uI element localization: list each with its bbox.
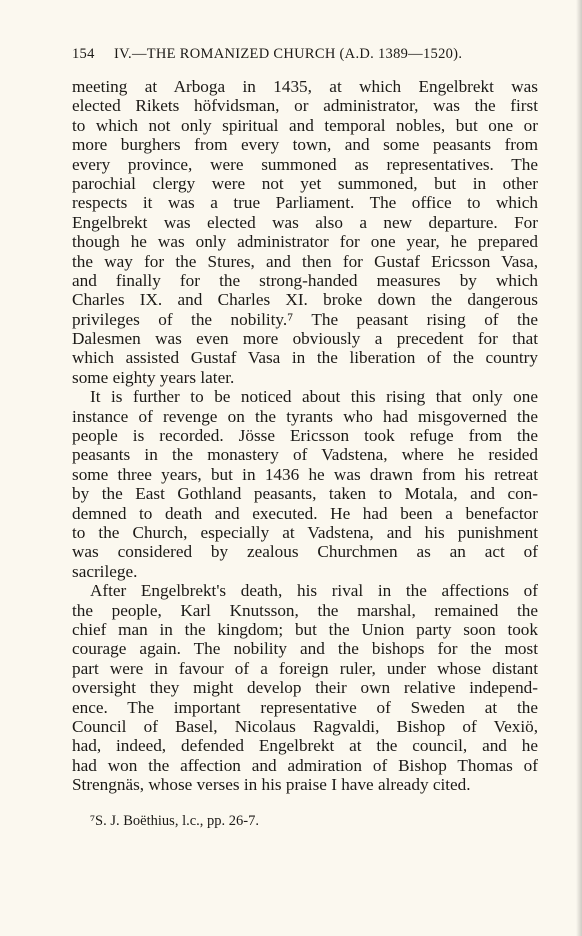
- text-line: more burghers from every town, and some peasants from: [72, 135, 538, 155]
- text-line: to which not only spiritual and temporal nobles, but one or: [72, 115, 538, 135]
- footnote: ⁷S. J. Boëthius, l.c., pp. 26-7.: [90, 813, 259, 829]
- text-line: meeting at Arboga in 1435, at which Engelbrekt was: [72, 77, 538, 96]
- text-line: the way for the Stures, and then for Gustaf Ericsson Vasa,: [72, 251, 538, 271]
- text-line: people is recorded. Jösse Ericsson took refuge from the: [72, 426, 538, 446]
- text-line: Strengnäs, whose verses in his praise I have already cited.: [72, 775, 471, 795]
- text-line: courage again. The nobility and the bishops for the most: [72, 639, 538, 659]
- text-line: had won the affection and admiration of Bishop Thomas of: [72, 755, 538, 775]
- text-line: and finally for the strong-handed measures by which: [72, 270, 538, 290]
- text-line: though he was only administrator for one year, he prepared: [72, 232, 538, 252]
- text-line: Engelbrekt was elected was also a new departure. For: [72, 212, 538, 232]
- text-line: the people, Karl Knutsson, the marshal, remained the: [72, 600, 538, 620]
- text-line: to the Church, especially at Vadstena, and his punishment: [72, 522, 538, 542]
- text-line: ence. The important representative of Sweden at the: [72, 697, 538, 717]
- text-line: which assisted Gustaf Vasa in the liberation of the country: [72, 348, 538, 368]
- text-line: demned to death and executed. He had been a benefactor: [72, 503, 538, 523]
- text-line: part were in favour of a foreign ruler, under whose distant: [72, 658, 538, 678]
- text-line: After Engelbrekt's death, his rival in the affections of: [90, 581, 538, 601]
- text-line: privileges of the nobility.⁷ The peasant rising of the: [72, 309, 538, 329]
- page-edge-shadow: [576, 0, 582, 936]
- running-header: [72, 46, 542, 63]
- running-title: IV.—THE ROMANIZED CHURCH (A.D. 1389—1520).: [114, 46, 463, 62]
- text-line: Council of Basel, Nicolaus Ragvaldi, Bishop of Vexiö,: [72, 716, 538, 736]
- text-line: chief man in the kingdom; but the Union party soon took: [72, 619, 538, 639]
- text-line: It is further to be noticed about this rising that only one: [90, 387, 538, 407]
- text-line: by the East Gothland peasants, taken to Motala, and con-: [72, 484, 538, 504]
- text-line: sacrilege.: [72, 561, 138, 581]
- body-text: [72, 77, 538, 794]
- text-line: had, indeed, defended Engelbrekt at the council, and he: [72, 736, 538, 756]
- text-line: Dalesmen was even more obviously a precedent for that: [72, 329, 538, 349]
- text-line: Charles IX. and Charles XI. broke down the dangerous: [72, 290, 538, 310]
- text-line: some three years, but in 1436 he was drawn from his retreat: [72, 464, 538, 484]
- text-line: instance of revenge on the tyrants who had misgoverned the: [72, 406, 538, 426]
- text-line: some eighty years later.: [72, 367, 235, 387]
- text-line: was considered by zealous Churchmen as an act of: [72, 542, 538, 562]
- text-line: respects it was a true Parliament. The office to which: [72, 193, 538, 213]
- text-line: elected Rikets höfvidsman, or administrator, was the first: [72, 96, 538, 116]
- page-number: 154: [72, 46, 95, 62]
- text-line: peasants in the monastery of Vadstena, where he resided: [72, 445, 538, 465]
- text-line: oversight they might develop their own relative independ-: [72, 678, 538, 698]
- text-line: every province, were summoned as representatives. The: [72, 154, 538, 174]
- text-line: parochial clergy were not yet summoned, but in other: [72, 173, 538, 193]
